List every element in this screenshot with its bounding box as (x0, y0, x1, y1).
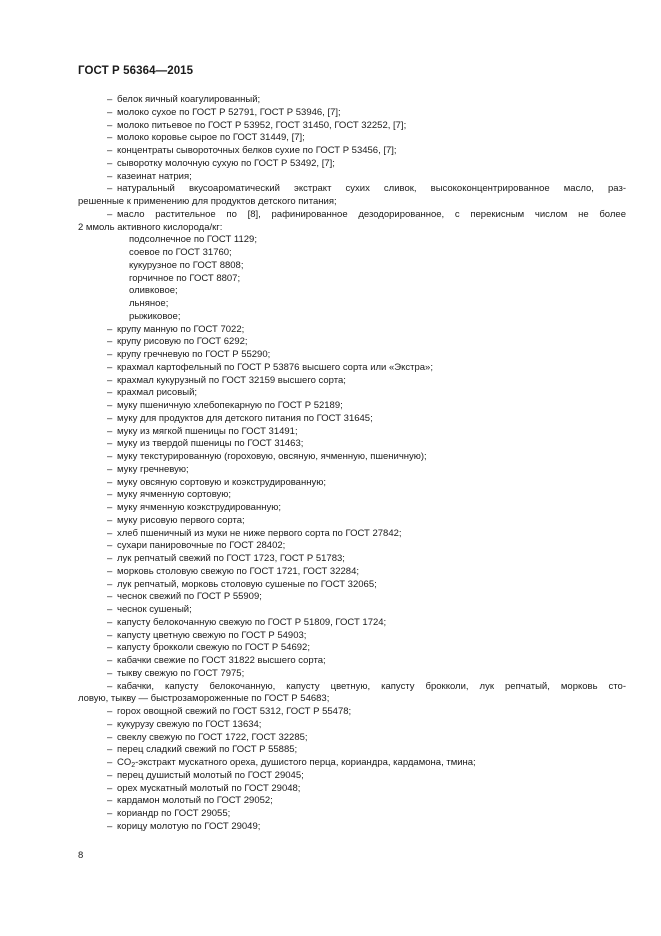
bullet-dash: – (107, 540, 113, 552)
list-line (78, 336, 626, 349)
list-line (78, 94, 626, 107)
bullet-dash: – (107, 349, 113, 360)
bullet-dash: – (107, 782, 113, 794)
list-item-text: муку ячменную сортовую; (117, 489, 232, 501)
bullet-dash: – (107, 642, 113, 654)
list-item-text: сухари панировочные по ГОСТ 28402; (117, 540, 286, 552)
list-item-text: молоко сухое по ГОСТ Р 52791, ГОСТ Р 53946, [7]; (117, 106, 341, 118)
list-item-text: хлеб пшеничный из муки не ниже первого сорта по ГОСТ 27842; (117, 527, 402, 539)
list-line (78, 413, 626, 426)
list-line (78, 464, 626, 477)
bullet-dash: – (107, 718, 113, 730)
bullet-dash: – (107, 604, 113, 615)
list-item-text: крупу гречневую по ГОСТ Р 55290; (117, 349, 271, 360)
list-item-text: муку рисовую первого сорта; (117, 514, 245, 526)
list-item-text: горох овощной свежий по ГОСТ 5312, ГОСТ Р 55478; (117, 706, 352, 717)
bullet-dash: – (107, 374, 113, 386)
list-item-text: капусту белокочанную свежую по ГОСТ Р 51809, ГОСТ 1724; (117, 616, 387, 628)
document-header: ГОСТ Р 56364—2015 (78, 65, 194, 77)
list-line (78, 719, 626, 732)
bullet-dash: – (107, 502, 113, 513)
list-item-text: белок яичный коагулированный; (117, 94, 261, 105)
list-item-text: муку гречневую; (117, 463, 189, 475)
bullet-dash: – (107, 336, 113, 348)
list-line: решенные к применению для продуктов детского питания; (78, 196, 337, 207)
list-item-text: орех мускатный молотый по ГОСТ 29048; (117, 782, 301, 794)
bullet-dash: – (107, 706, 113, 717)
bullet-dash: – (107, 412, 113, 424)
list-line: рыжиковое; (129, 310, 181, 322)
bullet-dash: – (107, 553, 113, 564)
list-item-text: тыкву свежую по ГОСТ 7975; (117, 667, 245, 679)
bullet-dash: – (107, 94, 113, 105)
list-line (78, 642, 626, 655)
list-line (78, 426, 626, 439)
bullet-dash: – (107, 361, 113, 373)
bullet-dash: – (107, 451, 113, 462)
list-line (78, 502, 626, 515)
subscript: 2 (131, 762, 136, 769)
list-line (78, 171, 626, 184)
list-line (78, 579, 626, 592)
bullet-dash: – (107, 170, 113, 182)
bullet-dash: – (107, 808, 113, 819)
list-item-text: масло растительное по [8], рафинированное дезодорированное, с перекисным числом не более (117, 208, 626, 220)
bullet-dash: – (107, 323, 113, 335)
list-line (78, 655, 626, 668)
list-line (78, 744, 626, 757)
bullet-dash: – (107, 591, 113, 603)
list-line (78, 706, 626, 719)
list-item-text: кардамон молотый по ГОСТ 29052; (117, 795, 273, 807)
list-item-text: лук репчатый, морковь столовую сушеные по ГОСТ 32065; (117, 578, 377, 590)
list-line (78, 821, 626, 834)
list-item-text: муку пшеничную хлебопекарную по ГОСТ Р 52189; (117, 400, 343, 411)
list-line: подсолнечное по ГОСТ 1129; (129, 234, 257, 246)
list-item-text: кориандр по ГОСТ 29055; (117, 808, 231, 819)
list-line (78, 375, 626, 388)
bullet-dash: – (107, 489, 113, 501)
list-line (78, 438, 626, 451)
list-line (78, 681, 626, 694)
bullet-dash: – (107, 400, 113, 411)
list-item-text: кукурузу свежую по ГОСТ 13634; (117, 718, 262, 730)
list-line (78, 668, 626, 681)
bullet-dash: – (107, 680, 113, 692)
list-item-text: чеснок сушеный; (117, 604, 192, 615)
list-item-text: муку текстурированную (гороховую, овсяную, ячменную, пшеничную); (117, 451, 427, 462)
list-item-text: натуральный вкусоароматический экстракт сухих сливок, высококонцентрированное масло, раз- (117, 183, 626, 195)
ingredient-list (78, 94, 626, 834)
bullet-dash: – (107, 183, 113, 195)
list-item-text: муку из твердой пшеницы по ГОСТ 31463; (117, 438, 304, 450)
list-item-text: крахмал рисовый; (117, 387, 198, 399)
list-line (78, 107, 626, 120)
list-item-text: концентраты сывороточных белков сухие по ГОСТ Р 53456, [7]; (117, 145, 397, 156)
list-line (78, 630, 626, 643)
list-line (78, 451, 626, 464)
list-item-text: чеснок свежий по ГОСТ Р 55909; (117, 591, 262, 603)
list-item-text: казеинат натрия; (117, 170, 192, 182)
bullet-dash: – (107, 757, 113, 768)
list-line (78, 515, 626, 528)
bullet-dash: – (107, 655, 113, 666)
list-item-text: перец сладкий свежий по ГОСТ Р 55885; (117, 744, 298, 756)
bullet-dash: – (107, 795, 113, 807)
bullet-dash: – (107, 476, 113, 488)
list-item-text: муку ячменную коэкструдированную; (117, 502, 281, 513)
bullet-dash: – (107, 565, 113, 577)
list-line (78, 489, 626, 502)
list-item-text: сыворотку молочную сухую по ГОСТ Р 53492, [7]; (117, 157, 335, 169)
list-item-text: CO (117, 757, 132, 768)
bullet-dash: – (107, 769, 113, 781)
list-item-text: молоко коровье сырое по ГОСТ 31449, [7]; (117, 132, 305, 144)
bullet-dash: – (107, 820, 113, 832)
list-line (78, 120, 626, 133)
bullet-dash: – (107, 119, 113, 131)
list-line: ловую, тыкву — быстрозамороженные по ГОСТ Р 54683; (78, 693, 330, 705)
list-line (78, 808, 626, 821)
list-line (78, 528, 626, 541)
list-line (78, 387, 626, 400)
list-item-text: кабачки, капусту белокочанную, капусту цветную, капусту брокколи, лук репчатый, морковь сто- (117, 680, 626, 692)
list-line (78, 132, 626, 145)
list-item-text: свеклу свежую по ГОСТ 1722, ГОСТ 32285; (117, 731, 308, 743)
list-item-text: капусту цветную свежую по ГОСТ Р 54903; (117, 629, 307, 641)
list-item-text: лук репчатый свежий по ГОСТ 1723, ГОСТ Р 51783; (117, 553, 345, 564)
list-item-text: крупу манную по ГОСТ 7022; (117, 323, 245, 335)
list-line: кукурузное по ГОСТ 8808; (129, 259, 244, 271)
page-number: 8 (78, 850, 84, 861)
bullet-dash: – (107, 514, 113, 526)
bullet-dash: – (107, 578, 113, 590)
bullet-dash: – (107, 629, 113, 641)
bullet-dash: – (107, 208, 113, 220)
list-item-text: молоко питьевое по ГОСТ Р 53952, ГОСТ 31450, ГОСТ 32252, [7]; (117, 119, 407, 131)
list-item-text: капусту брокколи свежую по ГОСТ Р 54692; (117, 642, 310, 654)
list-item-text: крахмал кукурузный по ГОСТ 32159 высшего сорта; (117, 374, 346, 386)
bullet-dash: – (107, 387, 113, 399)
list-line (78, 553, 626, 566)
list-item-text: муку из мягкой пшеницы по ГОСТ 31491; (117, 425, 298, 437)
list-line: 2 ммоль активного кислорода/кг: (78, 221, 223, 233)
bullet-dash: – (107, 132, 113, 144)
list-line (78, 783, 626, 796)
bullet-dash: – (107, 157, 113, 169)
list-line (78, 591, 626, 604)
list-item-text: кабачки свежие по ГОСТ 31822 высшего сорта; (117, 655, 326, 666)
bullet-dash: – (107, 145, 113, 156)
list-item-text: морковь столовую свежую по ГОСТ 1721, ГОСТ 32284; (117, 565, 359, 577)
bullet-dash: – (107, 425, 113, 437)
list-line (78, 732, 626, 745)
bullet-dash: – (107, 667, 113, 679)
list-line (78, 757, 626, 770)
list-line: соевое по ГОСТ 31760; (129, 247, 232, 258)
list-line (78, 145, 626, 158)
list-line (78, 400, 626, 413)
list-line (78, 604, 626, 617)
list-line: горчичное по ГОСТ 8807; (129, 272, 241, 284)
list-item-text: корицу молотую по ГОСТ 29049; (117, 820, 261, 832)
list-line (78, 362, 626, 375)
list-item-text: крахмал картофельный по ГОСТ Р 53876 высшего сорта или «Экстра»; (117, 361, 433, 373)
bullet-dash: – (107, 106, 113, 118)
bullet-dash: – (107, 527, 113, 539)
bullet-dash: – (107, 463, 113, 475)
list-line (78, 540, 626, 553)
list-line (78, 617, 626, 630)
list-line (78, 158, 626, 171)
list-item-text: муку для продуктов для детского питания по ГОСТ 31645; (117, 412, 373, 424)
list-line (78, 324, 626, 337)
list-item-text: -экстракт мускатного ореха, душистого перца, кориандра, кардамона, тмина; (135, 757, 476, 768)
list-line (78, 209, 626, 222)
bullet-dash: – (107, 616, 113, 628)
list-item-text: крупу рисовую по ГОСТ 6292; (117, 336, 248, 348)
list-item-text: перец душистый молотый по ГОСТ 29045; (117, 769, 304, 781)
list-line (78, 795, 626, 808)
list-line (78, 349, 626, 362)
list-line (78, 566, 626, 579)
list-line (78, 477, 626, 490)
bullet-dash: – (107, 731, 113, 743)
bullet-dash: – (107, 438, 113, 450)
list-line (78, 770, 626, 783)
bullet-dash: – (107, 744, 113, 756)
list-line (78, 183, 626, 196)
list-line: оливковое; (129, 285, 178, 297)
list-item-text: муку овсяную сортовую и коэкструдированную; (117, 476, 326, 488)
list-line: льняное; (129, 298, 169, 309)
